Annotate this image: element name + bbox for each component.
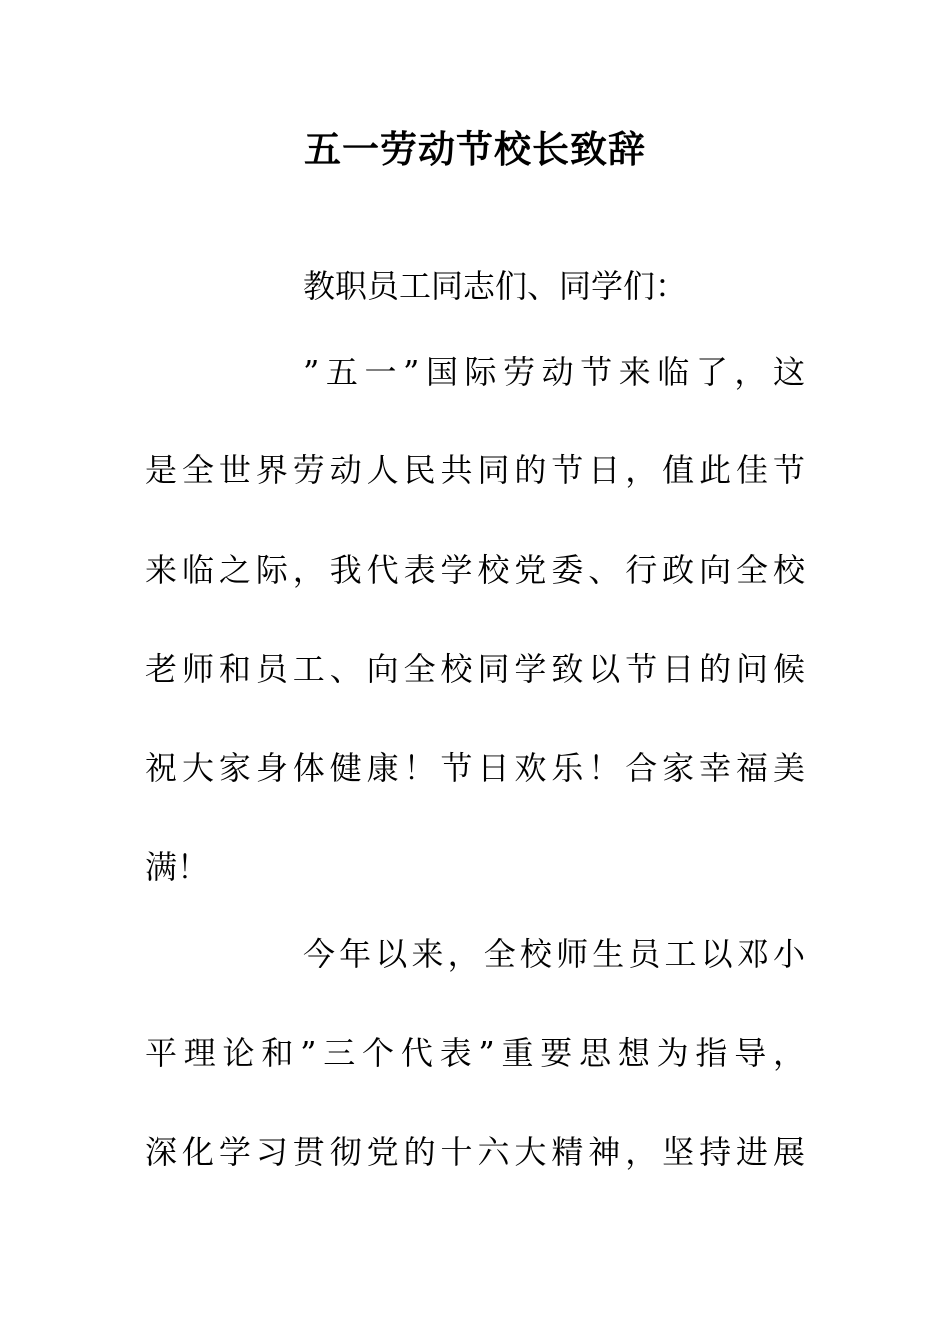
paragraph-1-line-2: 是全世界劳动人民共同的节日，值此佳节 <box>145 451 805 489</box>
paragraph-2-line-1: 今年以来，全校师生员工以邓小 <box>303 935 805 973</box>
paragraph-2-line-2: 平理论和”三个代表”重要思想为指导， <box>145 1034 805 1072</box>
paragraph-1-line-5: 祝大家身体健康！节日欢乐！合家幸福美 <box>145 749 805 787</box>
salutation: 教职员工同志们、同学们： <box>303 267 688 305</box>
paragraph-1-line-4: 老师和员工、向全校同学致以节日的问候 <box>145 650 805 688</box>
paragraph-2-line-3: 深化学习贯彻党的十六大精神，坚持进展 <box>145 1133 805 1171</box>
paragraph-1-line-6: 满！ <box>145 848 210 886</box>
document-title: 五一劳动节校长致辞 <box>304 128 646 171</box>
paragraph-1-line-3: 来临之际，我代表学校党委、行政向全校 <box>145 551 805 589</box>
paragraph-1-line-1: ”五一”国际劳动节来临了，这 <box>303 353 805 391</box>
